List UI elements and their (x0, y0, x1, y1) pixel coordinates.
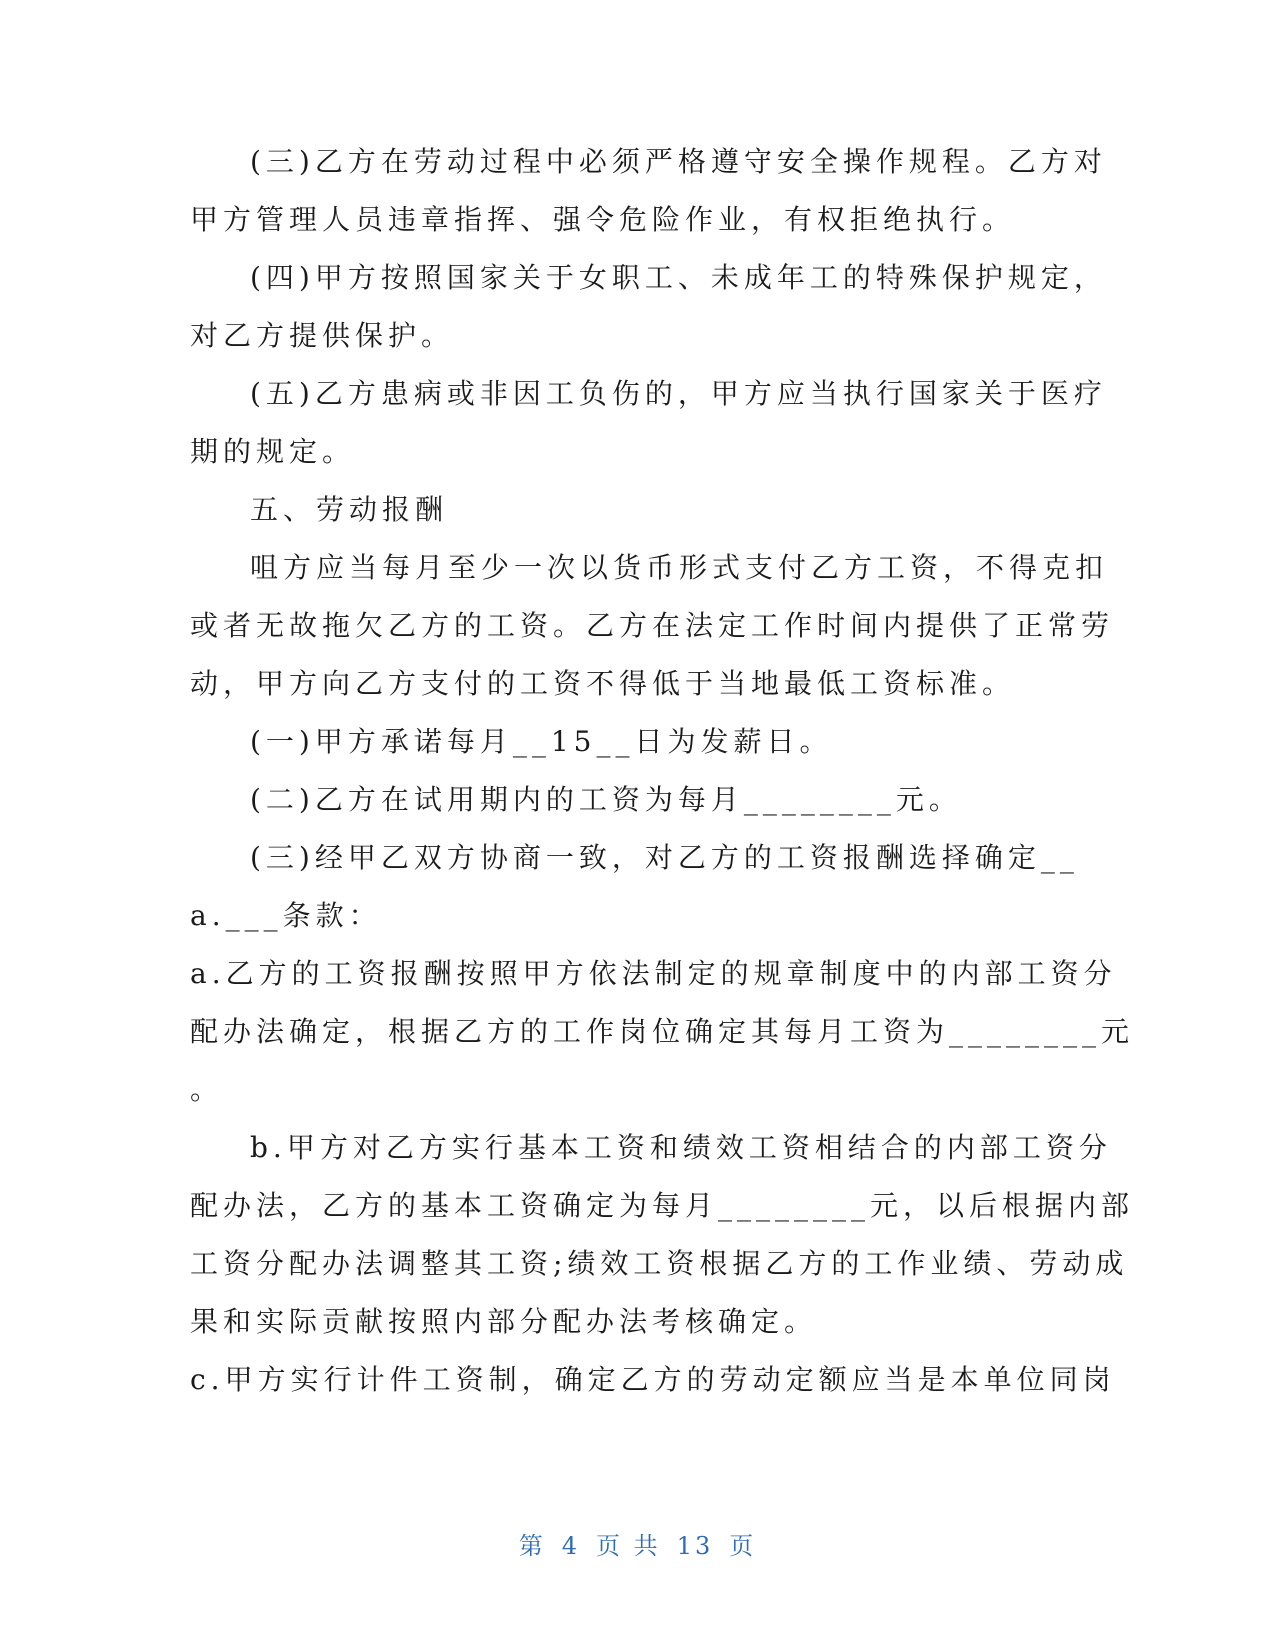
text-line: 配办法确定，根据乙方的工作岗位确定其每月工资为________元 (190, 1015, 1135, 1048)
text-line: 对乙方提供保护。 (190, 319, 455, 352)
text-line: a.___条款： (190, 899, 382, 932)
text-line: 动，甲方向乙方支付的工资不得低于当地最低工资标准。 (190, 667, 1016, 700)
page-footer (0, 1530, 1275, 1562)
footer-prefix: 第 (518, 1532, 546, 1560)
text-line: 。 (190, 1073, 224, 1106)
text-line: 甲方管理人员违章指挥、强令危险作业，有权拒绝执行。 (190, 203, 1016, 236)
text-line: (四)甲方按照国家关于女职工、未成年工的特殊保护规定， (250, 261, 1107, 294)
text-line: 工资分配办法调整其工资;绩效工资根据乙方的工作业绩、劳动成 (190, 1247, 1129, 1280)
text-line: (一)甲方承诺每月__15__日为发薪日。 (250, 725, 833, 758)
text-line: (三)乙方在劳动过程中必须严格遵守安全操作规程。乙方对 (250, 145, 1107, 178)
total-page-count: 13 (676, 1532, 714, 1560)
text-line: 咀方应当每月至少一次以货币形式支付乙方工资，不得克扣 (250, 551, 1109, 584)
section-heading: 五、劳动报酬 (250, 493, 449, 526)
text-line: (二)乙方在试用期内的工资为每月________元。 (250, 783, 962, 816)
text-line: a.乙方的工资报酬按照甲方依法制定的规章制度中的内部工资分 (190, 957, 1117, 990)
text-line: (三)经甲乙双方协商一致，对乙方的工资报酬选择确定__ (250, 841, 1079, 874)
text-line: c.甲方实行计件工资制，确定乙方的劳动定额应当是本单位同岗 (190, 1363, 1116, 1396)
footer-suffix: 页 (729, 1532, 757, 1560)
text-line: 果和实际贡献按照内部分配办法考核确定。 (190, 1305, 818, 1338)
text-line: b.甲方对乙方实行基本工资和绩效工资相结合的内部工资分 (250, 1131, 1112, 1164)
text-line: 期的规定。 (190, 435, 356, 468)
text-line: 或者无故拖欠乙方的工资。乙方在法定工作时间内提供了正常劳 (190, 609, 1115, 642)
text-line: (五)乙方患病或非因工负伤的，甲方应当执行国家关于医疗 (250, 377, 1107, 410)
current-page-number: 4 (561, 1532, 581, 1560)
footer-middle: 页 共 (596, 1532, 661, 1560)
text-line: 配办法，乙方的基本工资确定为每月________元，以后根据内部 (190, 1189, 1135, 1222)
